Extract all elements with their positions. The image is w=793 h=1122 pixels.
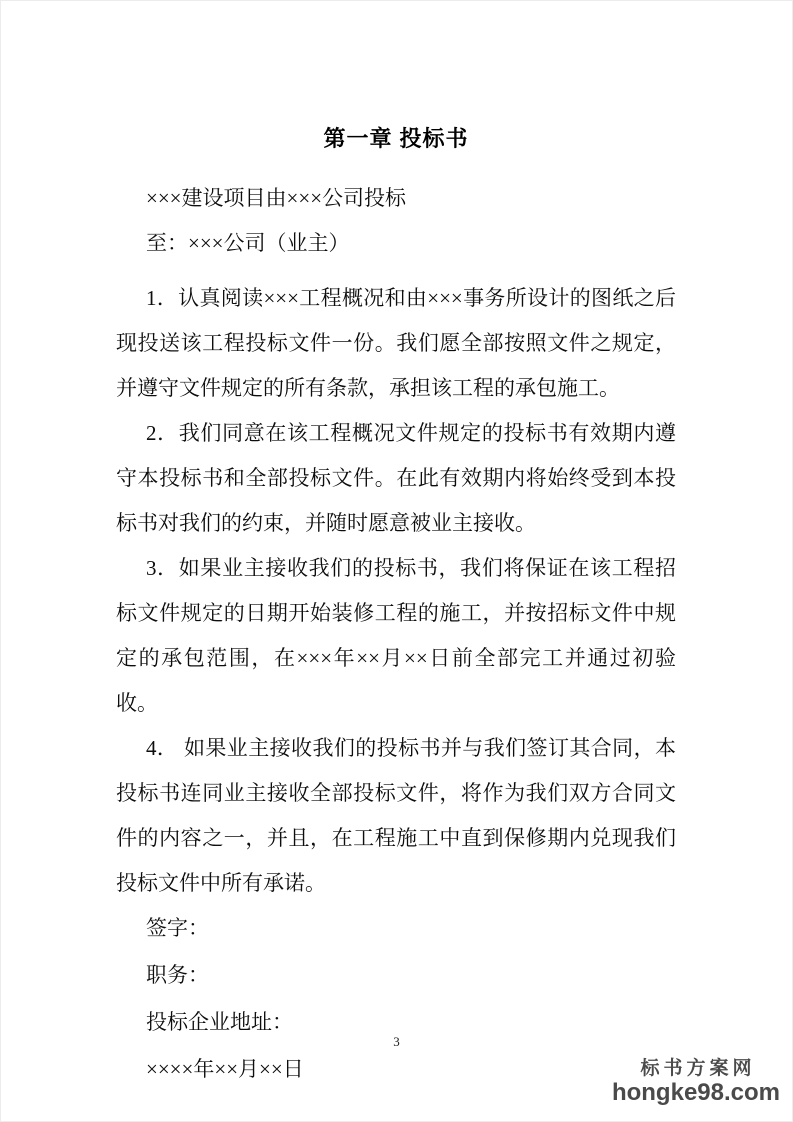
intro-line-bidder: ×××建设项目由×××公司投标 (146, 186, 407, 210)
watermark-site-name: 标书方案网 (640, 1058, 756, 1079)
clause-3: 3．如果业主接收我们的投标书，我们将保证在该工程招标文件规定的日期开始装修工程的施工，并按招标文件中规定的承包范围，在×××年××月××日前全部完工并通过初验收。 (116, 556, 676, 715)
signature-label: 签字： (146, 916, 209, 940)
page-number: 3 (393, 1034, 400, 1049)
watermark-site-url: hongke98.com (611, 1079, 780, 1106)
intro-line-addressee: 至：×××公司（业主） (146, 231, 350, 255)
chapter-title: 第一章 投标书 (323, 126, 469, 151)
document-body (116, 0, 676, 1094)
clause-2: 2．我们同意在该工程概况文件规定的投标书有效期内遵守本投标书和全部投标文件。在此有效期内将始终受到本投标书对我们的约束，并随时愿意被业主接收。 (116, 421, 676, 535)
clause-1: 1．认真阅读×××工程概况和由×××事务所设计的图纸之后现投送该工程投标文件一份。我们愿全部按照文件之规定，并遵守文件规定的所有条款，承担该工程的承包施工。 (116, 286, 676, 400)
date-line: ××××年××月××日 (146, 1057, 304, 1081)
clause-4: 4． 如果业主接收我们的投标书并与我们签订其合同，本投标书连同业主接收全部投标文件，将作为我们双方合同文件的内容之一，并且，在工程施工中直到保修期内兑现我们投标文件中所有承诺。 (116, 736, 676, 895)
position-label: 职务： (146, 963, 209, 987)
watermark (612, 1058, 780, 1106)
bidder-address-label: 投标企业地址： (146, 1010, 293, 1034)
